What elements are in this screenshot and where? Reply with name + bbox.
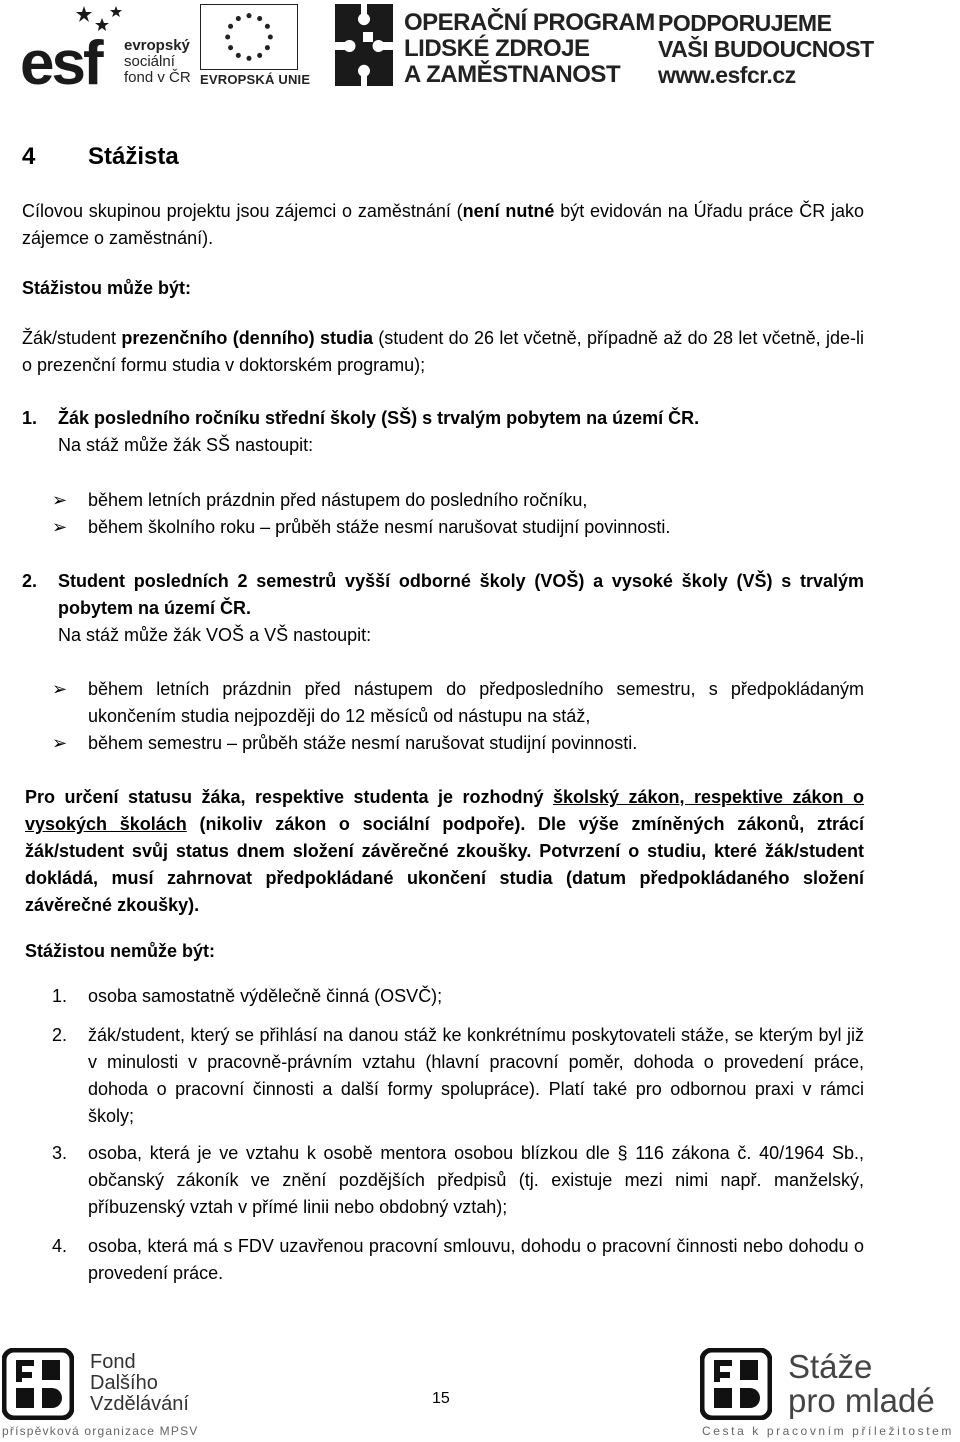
bullet-text: během letních prázdnin před nástupem do předposledního semestru, s předpokládaným ukončením studia nejpozději do 12 měsíců od nástupu na stáž, (88, 679, 864, 726)
item-number: 2. (22, 571, 38, 591)
page-header (0, 0, 960, 100)
item-text: osoba, která má s FDV uzavřenou pracovní smlouvu, dohodu o pracovní činnosti nebo dohodu o provedení práce. (88, 1236, 864, 1283)
fdv-line1: Fond (90, 1351, 136, 1373)
status-text-1: Pro určení statusu žáka, respektive studenta je rozhodný (25, 787, 553, 807)
intro-bold: není nutné (462, 201, 555, 221)
section-number: 4 (22, 143, 36, 170)
bullet-item (52, 514, 864, 541)
fdv-name (90, 1352, 189, 1415)
item-subtitle: Na stáž může žák VOŠ a VŠ nastoupit: (58, 625, 372, 645)
intro-paragraph (22, 198, 864, 252)
item-number: 3. (52, 1143, 68, 1163)
ineligible-item-1 (52, 983, 864, 1010)
bullet-item (52, 676, 864, 730)
esf-line2: sociální (124, 53, 175, 70)
staze-name (788, 1350, 935, 1418)
fdv-subtitle: příspěvková organizace MPSV (2, 1424, 199, 1438)
cannot-be-heading: Stážistou nemůže být: (25, 941, 216, 961)
support-url[interactable]: www.esfcr.cz (658, 62, 796, 88)
item-text: osoba samostatně výdělečně činná (OSVČ); (88, 986, 443, 1006)
eligible-item-2 (22, 568, 864, 649)
esf-line1: evropský (124, 37, 190, 54)
student-text-1: Žák/student (22, 328, 122, 348)
item-number: 1. (52, 986, 68, 1006)
item-subtitle: Na stáž může žák SŠ nastoupit: (58, 435, 314, 455)
puzzle-icon (333, 2, 395, 88)
ineligible-item-4 (52, 1233, 864, 1287)
bullet-item (52, 730, 864, 757)
bullet-text: během školního roku – průběh stáže nesmí narušovat studijní povinnosti. (88, 517, 671, 537)
support-text (658, 10, 874, 88)
op-line2: LIDSKÉ ZDROJE (404, 35, 590, 62)
item-number: 2. (52, 1025, 68, 1045)
esf-line3: fond v ČR (124, 69, 191, 86)
esf-logo (20, 4, 130, 88)
fdv-logo (2, 1348, 74, 1420)
ineligible-item-2 (52, 1022, 864, 1130)
status-paragraph (25, 784, 864, 919)
svg-text:esf: esf (20, 29, 101, 88)
item-text: osoba, která je ve vztahu k osobě mentora osobou blízkou dle § 116 zákona č. 40/1964 Sb., občanský zákoník ve znění pozdějších předpisů (tj. existuje mezi nimi např. manželský, příbuzenský vztah v přímé linii nebo obdobný vztah); (88, 1143, 864, 1217)
student-bold: prezenčního (denního) studia (121, 328, 373, 348)
fdv-line2: Dalšího (90, 1372, 158, 1394)
bullet-text: během semestru – průběh stáže nesmí narušovat studijní povinnosti. (88, 733, 638, 753)
arrow-bullet-icon: ➢ (52, 517, 68, 537)
section-heading (22, 143, 179, 170)
support-line1: PODPORUJEME (658, 10, 832, 36)
status-text-2: (nikoliv zákon o sociální podpoře). Dle výše zmíněných zákonů, ztrácí žák/student svůj status dnem složení závěrečné zkoušky. Potvrzení o studiu, které žák/student dokládá, musí zahrnovat předpokládané ukončení studia (datum předpokládaného složení závěrečné zkoušky). (25, 814, 864, 915)
arrow-bullet-icon: ➢ (52, 733, 68, 753)
student-text-2: (student do 26 let včetně, případně až do 28 let včetně, jde-li o prezenční formu studia v doktorském programu); (22, 328, 865, 375)
item-number: 1. (22, 408, 38, 428)
item-title: Žák posledního ročníku střední školy (SŠ) s trvalým pobytem na území ČR. (58, 408, 700, 428)
eligible-item-1 (22, 405, 864, 459)
staze-logo (700, 1348, 772, 1420)
can-be-heading: Stážistou může být: (22, 278, 192, 298)
bullet-text: během letních prázdnin před nástupem do posledního ročníku, (88, 490, 588, 510)
bullet-item (52, 487, 864, 514)
arrow-bullet-icon: ➢ (52, 679, 68, 699)
staze-subtitle: Cesta k pracovním příležitostem (702, 1424, 954, 1438)
law-reference: školský zákon, respektive zákon o vysokých školách (25, 787, 864, 834)
item-text: žák/student, který se přihlásí na danou stáž ke konkrétnímu poskytovateli stáže, se kterým byl již v minulosti v pracovně-právním vztahu (hlavní pracovní poměr, dohoda o provedení práce, dohoda o pracovní činnosti a další formy spolupráce). Platí také pro odbornou praxi v rámci školy; (88, 1025, 864, 1126)
section-title: Stážista (88, 143, 179, 170)
op-program-text (404, 10, 655, 88)
intro-text-1: Cílovou skupinou projektu jsou zájemci o zaměstnání ( (22, 201, 463, 221)
eu-label: EVROPSKÁ UNIE (200, 72, 311, 87)
staze-line1: Stáže (788, 1348, 873, 1385)
eu-flag-icon (200, 4, 298, 70)
staze-line2: pro mladé (788, 1382, 935, 1419)
op-line3: A ZAMĚSTNANOST (404, 61, 621, 88)
support-line2: VAŠI BUDOUCNOST (658, 36, 874, 62)
op-line1: OPERAČNÍ PROGRAM (404, 9, 655, 36)
intro-text-2: být evidován na Úřadu práce ČR jako zájemce o zaměstnání). (22, 201, 865, 248)
fdv-line3: Vzdělávání (90, 1393, 189, 1415)
esf-text (124, 38, 191, 86)
ineligible-item-3 (52, 1140, 864, 1221)
arrow-bullet-icon: ➢ (52, 490, 68, 510)
page-number: 15 (432, 1390, 450, 1407)
item-number: 4. (52, 1236, 68, 1256)
student-paragraph (22, 325, 864, 379)
item-title: Student posledních 2 semestrů vyšší odborné školy (VOŠ) a vysoké školy (VŠ) s trvalým pobytem na území ČR. (58, 571, 864, 618)
